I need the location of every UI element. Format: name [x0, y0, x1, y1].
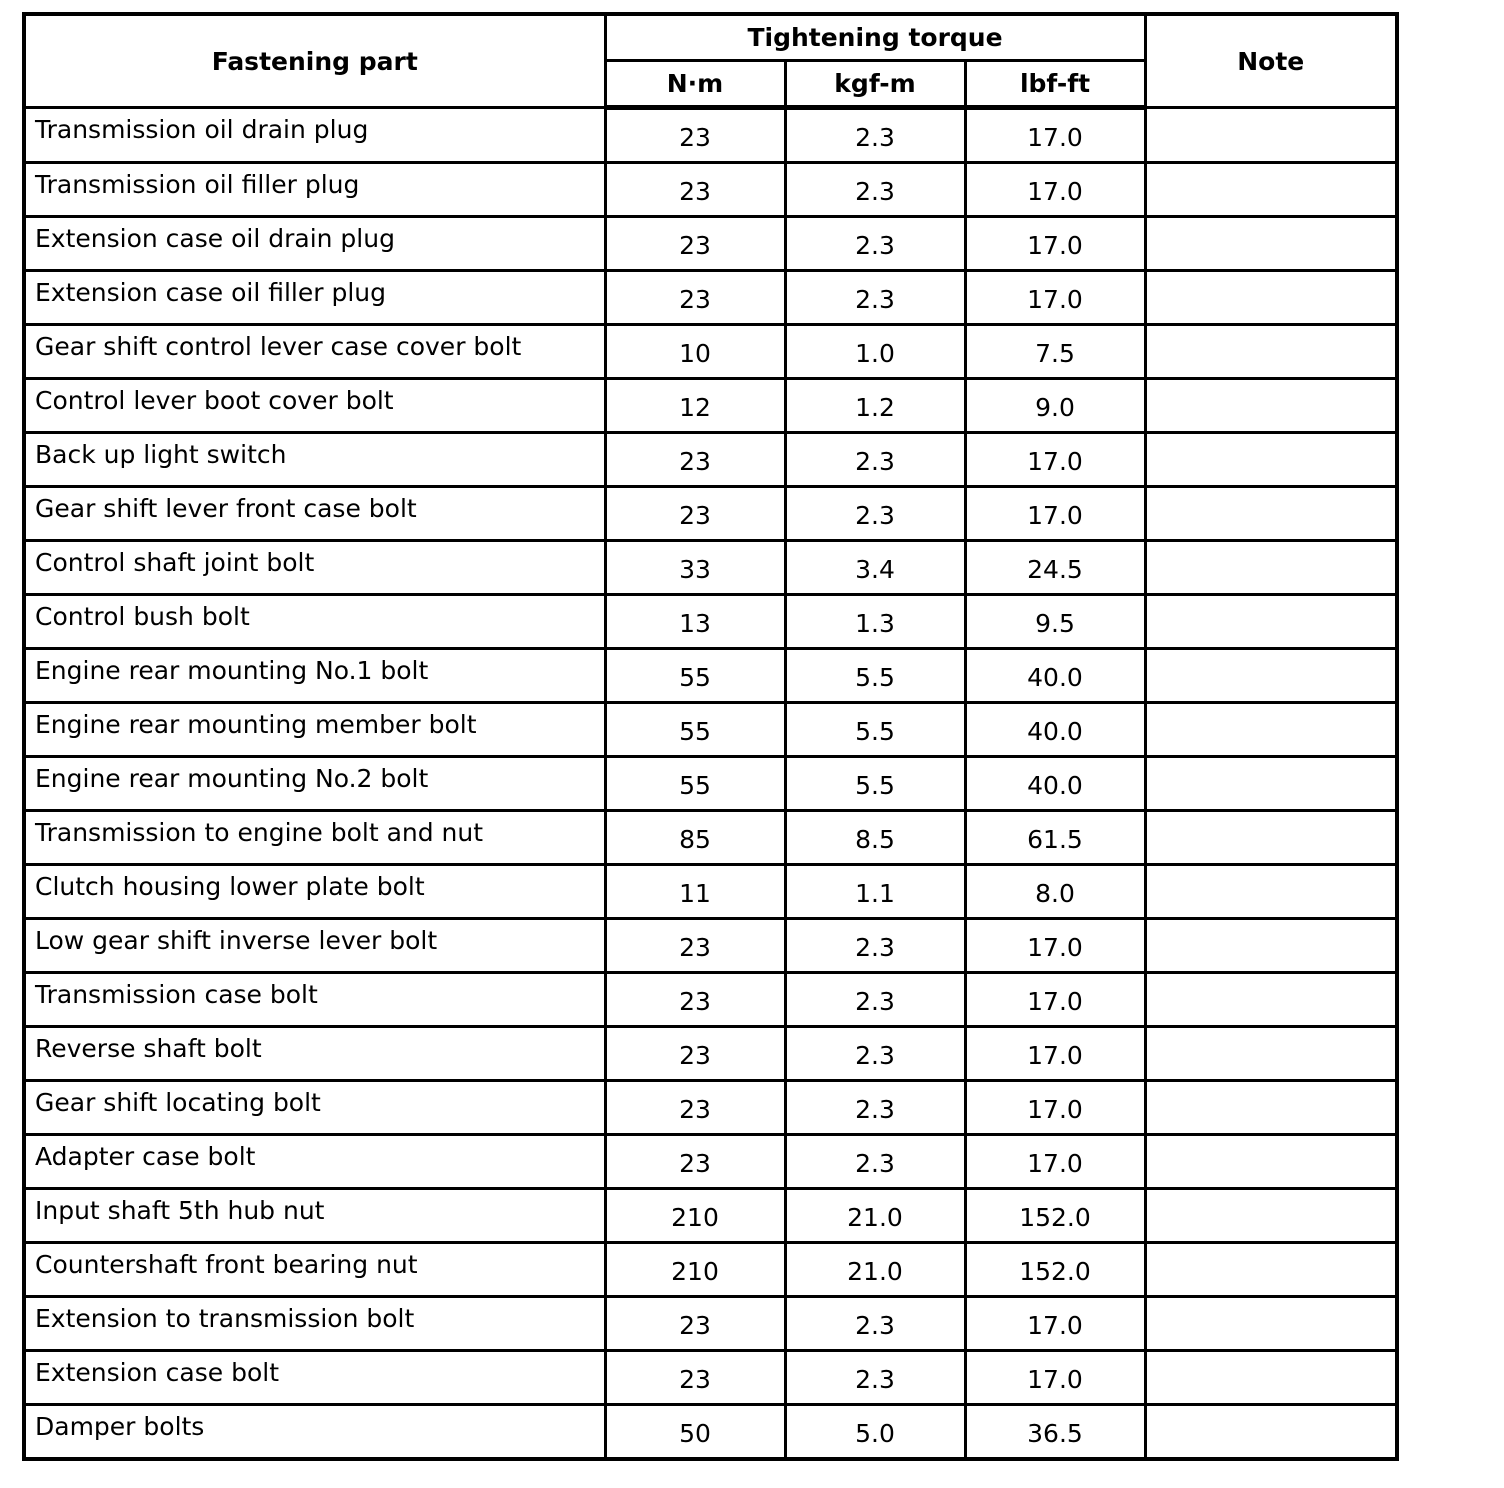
cell-torque-kgfm: 2.3 [785, 487, 965, 541]
cell-torque-nm: 23 [605, 1297, 785, 1351]
cell-note [1145, 811, 1397, 865]
cell-torque-kgfm: 2.3 [785, 1027, 965, 1081]
cell-torque-lbfft: 7.5 [965, 325, 1145, 379]
header-fastening-part: Fastening part [24, 14, 605, 108]
cell-torque-kgfm: 2.3 [785, 108, 965, 163]
cell-torque-kgfm: 2.3 [785, 1135, 965, 1189]
cell-torque-nm: 23 [605, 217, 785, 271]
table-row [24, 865, 1397, 919]
cell-note [1145, 1297, 1397, 1351]
cell-fastening-part: Extension case oil filler plug [24, 271, 605, 325]
cell-torque-kgfm: 3.4 [785, 541, 965, 595]
cell-note [1145, 595, 1397, 649]
table-row [24, 1027, 1397, 1081]
table-row [24, 919, 1397, 973]
cell-torque-lbfft: 9.0 [965, 379, 1145, 433]
cell-torque-nm: 10 [605, 325, 785, 379]
cell-torque-kgfm: 2.3 [785, 973, 965, 1027]
cell-note [1145, 325, 1397, 379]
table-row [24, 1297, 1397, 1351]
table-row [24, 757, 1397, 811]
cell-torque-nm: 23 [605, 1351, 785, 1405]
cell-torque-kgfm: 2.3 [785, 1297, 965, 1351]
cell-torque-kgfm: 2.3 [785, 919, 965, 973]
table-row [24, 973, 1397, 1027]
cell-fastening-part: Engine rear mounting member bolt [24, 703, 605, 757]
cell-torque-lbfft: 17.0 [965, 919, 1145, 973]
cell-torque-kgfm: 2.3 [785, 163, 965, 217]
cell-torque-kgfm: 2.3 [785, 433, 965, 487]
cell-fastening-part: Transmission case bolt [24, 973, 605, 1027]
cell-torque-nm: 23 [605, 1027, 785, 1081]
table-row [24, 1351, 1397, 1405]
cell-torque-nm: 55 [605, 649, 785, 703]
cell-note [1145, 649, 1397, 703]
table-row [24, 379, 1397, 433]
cell-torque-lbfft: 17.0 [965, 1297, 1145, 1351]
cell-torque-nm: 50 [605, 1405, 785, 1460]
cell-note [1145, 379, 1397, 433]
cell-fastening-part: Engine rear mounting No.2 bolt [24, 757, 605, 811]
cell-torque-nm: 85 [605, 811, 785, 865]
cell-torque-lbfft: 40.0 [965, 703, 1145, 757]
cell-fastening-part: Gear shift lever front case bolt [24, 487, 605, 541]
cell-torque-nm: 23 [605, 163, 785, 217]
cell-torque-lbfft: 17.0 [965, 1351, 1145, 1405]
header-row-top [24, 14, 1397, 61]
table-row [24, 811, 1397, 865]
table-row [24, 1135, 1397, 1189]
cell-fastening-part: Engine rear mounting No.1 bolt [24, 649, 605, 703]
cell-torque-lbfft: 17.0 [965, 217, 1145, 271]
cell-note [1145, 1351, 1397, 1405]
cell-torque-lbfft: 24.5 [965, 541, 1145, 595]
cell-note [1145, 973, 1397, 1027]
cell-torque-lbfft: 17.0 [965, 108, 1145, 163]
cell-torque-kgfm: 5.0 [785, 1405, 965, 1460]
cell-fastening-part: Control lever boot cover bolt [24, 379, 605, 433]
cell-torque-nm: 55 [605, 703, 785, 757]
cell-torque-nm: 23 [605, 1135, 785, 1189]
cell-fastening-part: Transmission oil filler plug [24, 163, 605, 217]
cell-fastening-part: Clutch housing lower plate bolt [24, 865, 605, 919]
table-row [24, 595, 1397, 649]
cell-torque-lbfft: 17.0 [965, 973, 1145, 1027]
table-row [24, 108, 1397, 163]
cell-fastening-part: Adapter case bolt [24, 1135, 605, 1189]
cell-torque-lbfft: 152.0 [965, 1189, 1145, 1243]
cell-torque-lbfft: 17.0 [965, 1135, 1145, 1189]
cell-torque-nm: 12 [605, 379, 785, 433]
table-row [24, 163, 1397, 217]
table-row [24, 271, 1397, 325]
table-body [24, 108, 1397, 1460]
cell-note [1145, 1243, 1397, 1297]
cell-torque-lbfft: 8.0 [965, 865, 1145, 919]
cell-torque-lbfft: 17.0 [965, 271, 1145, 325]
cell-torque-lbfft: 9.5 [965, 595, 1145, 649]
cell-fastening-part: Reverse shaft bolt [24, 1027, 605, 1081]
cell-torque-nm: 23 [605, 919, 785, 973]
cell-fastening-part: Countershaft front bearing nut [24, 1243, 605, 1297]
cell-note [1145, 1081, 1397, 1135]
cell-torque-nm: 33 [605, 541, 785, 595]
cell-note [1145, 217, 1397, 271]
cell-torque-kgfm: 2.3 [785, 1351, 965, 1405]
cell-torque-nm: 23 [605, 1081, 785, 1135]
cell-torque-kgfm: 1.3 [785, 595, 965, 649]
cell-torque-lbfft: 40.0 [965, 757, 1145, 811]
cell-torque-nm: 23 [605, 973, 785, 1027]
cell-note [1145, 1405, 1397, 1460]
header-unit-lbfft: lbf-ft [965, 61, 1145, 108]
table-row [24, 1405, 1397, 1460]
cell-torque-lbfft: 17.0 [965, 433, 1145, 487]
cell-torque-lbfft: 17.0 [965, 163, 1145, 217]
cell-note [1145, 433, 1397, 487]
cell-torque-lbfft: 17.0 [965, 1027, 1145, 1081]
torque-spec-table [22, 12, 1399, 1461]
cell-fastening-part: Extension to transmission bolt [24, 1297, 605, 1351]
cell-torque-kgfm: 5.5 [785, 757, 965, 811]
cell-fastening-part: Control bush bolt [24, 595, 605, 649]
cell-fastening-part: Back up light switch [24, 433, 605, 487]
table-row [24, 541, 1397, 595]
cell-fastening-part: Low gear shift inverse lever bolt [24, 919, 605, 973]
cell-fastening-part: Transmission to engine bolt and nut [24, 811, 605, 865]
table-header [24, 14, 1397, 108]
cell-torque-kgfm: 5.5 [785, 649, 965, 703]
cell-fastening-part: Transmission oil drain plug [24, 108, 605, 163]
table-row [24, 433, 1397, 487]
cell-fastening-part: Input shaft 5th hub nut [24, 1189, 605, 1243]
header-tightening-torque: Tightening torque [605, 14, 1145, 61]
cell-torque-lbfft: 40.0 [965, 649, 1145, 703]
cell-torque-lbfft: 17.0 [965, 487, 1145, 541]
table-row [24, 217, 1397, 271]
cell-fastening-part: Control shaft joint bolt [24, 541, 605, 595]
header-note: Note [1145, 14, 1397, 108]
cell-note [1145, 1135, 1397, 1189]
cell-torque-kgfm: 21.0 [785, 1243, 965, 1297]
cell-torque-kgfm: 2.3 [785, 217, 965, 271]
cell-fastening-part: Gear shift locating bolt [24, 1081, 605, 1135]
table-row [24, 325, 1397, 379]
cell-torque-nm: 210 [605, 1189, 785, 1243]
cell-note [1145, 703, 1397, 757]
cell-note [1145, 1027, 1397, 1081]
cell-torque-lbfft: 17.0 [965, 1081, 1145, 1135]
cell-torque-nm: 210 [605, 1243, 785, 1297]
cell-torque-kgfm: 2.3 [785, 1081, 965, 1135]
cell-torque-kgfm: 5.5 [785, 703, 965, 757]
cell-torque-nm: 11 [605, 865, 785, 919]
cell-note [1145, 108, 1397, 163]
cell-torque-lbfft: 152.0 [965, 1243, 1145, 1297]
cell-torque-lbfft: 61.5 [965, 811, 1145, 865]
cell-fastening-part: Extension case bolt [24, 1351, 605, 1405]
cell-torque-nm: 23 [605, 433, 785, 487]
cell-note [1145, 865, 1397, 919]
cell-torque-kgfm: 8.5 [785, 811, 965, 865]
cell-torque-nm: 23 [605, 487, 785, 541]
cell-torque-nm: 13 [605, 595, 785, 649]
cell-torque-lbfft: 36.5 [965, 1405, 1145, 1460]
cell-note [1145, 757, 1397, 811]
header-unit-kgfm: kgf-m [785, 61, 965, 108]
cell-torque-kgfm: 2.3 [785, 271, 965, 325]
table-row [24, 1243, 1397, 1297]
cell-note [1145, 919, 1397, 973]
header-unit-nm: N·m [605, 61, 785, 108]
cell-fastening-part: Gear shift control lever case cover bolt [24, 325, 605, 379]
cell-torque-kgfm: 1.1 [785, 865, 965, 919]
table-row [24, 1189, 1397, 1243]
cell-note [1145, 271, 1397, 325]
cell-torque-nm: 23 [605, 271, 785, 325]
cell-torque-kgfm: 1.0 [785, 325, 965, 379]
table-row [24, 649, 1397, 703]
table-row [24, 703, 1397, 757]
table-row [24, 487, 1397, 541]
cell-torque-kgfm: 21.0 [785, 1189, 965, 1243]
table-row [24, 1081, 1397, 1135]
cell-torque-kgfm: 1.2 [785, 379, 965, 433]
cell-fastening-part: Damper bolts [24, 1405, 605, 1460]
cell-note [1145, 163, 1397, 217]
cell-note [1145, 487, 1397, 541]
cell-torque-nm: 23 [605, 108, 785, 163]
cell-fastening-part: Extension case oil drain plug [24, 217, 605, 271]
cell-torque-nm: 55 [605, 757, 785, 811]
cell-note [1145, 541, 1397, 595]
cell-note [1145, 1189, 1397, 1243]
